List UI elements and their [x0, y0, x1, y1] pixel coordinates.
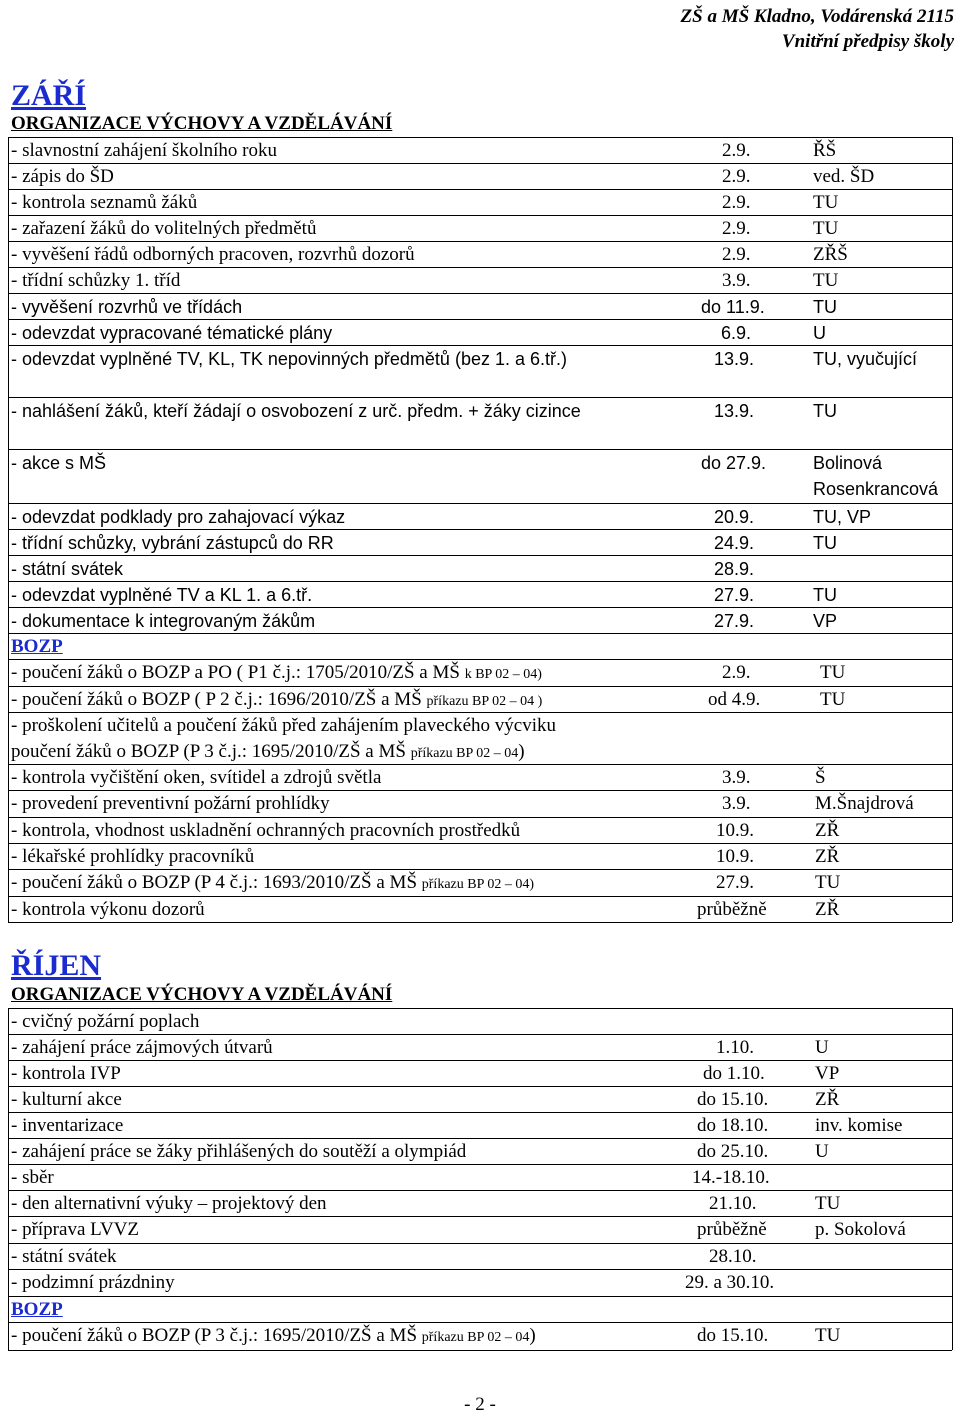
task-text: - poučení žáků o BOZP a PO ( P1 č.j.: 1705/2010/ZŠ a MŠ [11, 662, 465, 683]
responsible-cell: ZŘ [815, 899, 840, 920]
date-cell: do 11.9. [701, 297, 765, 317]
task-text: - cvičný požární poplach [11, 1011, 200, 1032]
page-number: - 2 - [464, 1394, 496, 1415]
date-cell: 29. a 30.10. [685, 1272, 775, 1293]
responsible-cell: M.Šnajdrová [815, 793, 914, 814]
month-heading-september: ZÁŘÍ [11, 79, 87, 112]
date-cell: do 1.10. [703, 1063, 765, 1084]
task-text: - odevzdat vyplněné TV a KL 1. a 6.tř. [11, 585, 313, 605]
task-note: příkazu BP 02 – 04 [421, 1330, 530, 1345]
bozp-heading: BOZP [11, 1299, 63, 1320]
section-title: ORGANIZACE VÝCHOVY A VZDĚLÁVÁNÍ [11, 113, 393, 134]
task-text: - poučení žáků o BOZP ( P 2 č.j.: 1696/2010/ZŠ a MŠ [11, 689, 427, 710]
task-text: - kulturní akce [11, 1089, 122, 1110]
date-cell: 3.9. [722, 767, 751, 788]
task-text: - zahájení práce zájmových útvarů [11, 1037, 273, 1058]
date-cell: do 15.10. [697, 1325, 769, 1346]
date-cell: do 25.10. [697, 1141, 769, 1162]
responsible-cell: p. Sokolová [815, 1219, 906, 1240]
responsible-cell: ZŘ [815, 1089, 840, 1110]
date-cell: 27.9. [714, 585, 755, 605]
responsible-cell: TU [820, 689, 846, 710]
task-note: příkazu BP 02 – 04 [410, 746, 519, 761]
task-text: - třídní schůzky 1. tříd [11, 270, 181, 291]
task-text: - odevzdat vyplněné TV, KL, TK nepovinných předmětů (bez 1. a 6.tř.) [11, 349, 567, 369]
task-text: - kontrola, vhodnost uskladnění ochranných pracovních prostředků [11, 820, 521, 841]
date-cell: 2.9. [722, 192, 751, 213]
task-text: - odevzdat vypracované tématické plány [11, 323, 333, 343]
date-cell: 20.9. [714, 507, 755, 527]
responsible-cell: VP [815, 1063, 840, 1084]
responsible-cell: TU [813, 585, 837, 605]
responsible-cell: TU [815, 872, 841, 893]
responsible-cell: TU [813, 297, 837, 317]
task-text: - státní svátek [11, 559, 124, 579]
document-subtitle: Vnitřní předpisy školy [781, 31, 954, 52]
task-text: - poučení žáků o BOZP (P 3 č.j.: 1695/2010/ZŠ a MŠ [11, 1325, 422, 1346]
month-heading-october: ŘÍJEN [11, 949, 102, 982]
task-note: příkazu BP 02 – 04 ) [426, 694, 543, 709]
task-text: - kontrola IVP [11, 1063, 121, 1084]
responsible-cell: TU [813, 533, 837, 553]
task-text: - nahlášení žáků, kteří žádají o osvobození z urč. předm. + žáky cizince [11, 401, 581, 421]
date-cell: 27.9. [714, 611, 755, 631]
date-cell: 10.9. [716, 846, 754, 867]
date-cell: 21.10. [709, 1193, 757, 1214]
date-cell: 13.9. [714, 349, 755, 369]
date-cell: 2.9. [722, 218, 751, 239]
task-note: příkazu BP 02 – 04) [421, 877, 535, 892]
document-header [681, 4, 954, 54]
date-cell: 24.9. [714, 533, 755, 553]
date-cell: od 4.9. [708, 689, 761, 710]
date-cell: 14.-18.10. [692, 1167, 770, 1188]
bozp-heading: BOZP [11, 636, 63, 657]
task-text: - vyvěšení řádů odborných pracoven, rozvrhů dozorů [11, 244, 415, 265]
task-text: - dokumentace k integrovaným žákům [11, 611, 316, 631]
responsible-cell: U [813, 323, 826, 343]
task-text: - akce s MŠ [11, 453, 107, 473]
responsible-cell: U [815, 1037, 829, 1058]
responsible-cell: Bolinová [813, 453, 883, 473]
task-text: poučení žáků o BOZP (P 3 č.j.: 1695/2010/ZŠ a MŠ [11, 741, 411, 762]
date-cell: do 27.9. [701, 453, 767, 473]
date-cell: do 15.10. [697, 1089, 769, 1110]
task-text: - státní svátek [11, 1246, 117, 1267]
task-text: - příprava LVVZ [11, 1219, 140, 1240]
date-cell: 1.10. [716, 1037, 754, 1058]
task-text: - kontrola výkonu dozorů [11, 899, 205, 920]
responsible-cell: TU [820, 662, 846, 683]
task-text: - poučení žáků o BOZP (P 4 č.j.: 1693/2010/ZŠ a MŠ [11, 872, 422, 893]
responsible-cell: TU, VP [813, 507, 872, 527]
task-text: - inventarizace [11, 1115, 124, 1136]
section-title: ORGANIZACE VÝCHOVY A VZDĚLÁVÁNÍ [11, 984, 393, 1005]
task-text: - kontrola seznamů žáků [11, 192, 198, 213]
date-cell: 13.9. [714, 401, 755, 421]
task-text: - lékařské prohlídky pracovníků [11, 846, 255, 867]
date-cell: průběžně [697, 899, 767, 920]
task-text: - podzimní prázdniny [11, 1272, 175, 1293]
responsible-cell: TU [813, 218, 839, 239]
date-cell: 28.9. [714, 559, 755, 579]
task-text: - sběr [11, 1167, 54, 1188]
task-text: ) [518, 741, 525, 762]
date-cell: 2.9. [722, 140, 751, 161]
task-text: - proškolení učitelů a poučení žáků před zahájením plaveckého výcviku [11, 715, 556, 736]
responsible-cell: TU [813, 192, 839, 213]
task-text: - odevzdat podklady pro zahajovací výkaz [11, 507, 346, 527]
responsible-cell: inv. komise [815, 1115, 903, 1136]
date-cell: průběžně [697, 1219, 767, 1240]
responsible-cell: Rosenkrancová [813, 479, 939, 499]
responsible-cell: ZŘ [815, 846, 840, 867]
responsible-cell: ZŘŠ [813, 244, 848, 265]
date-cell: do 18.10. [697, 1115, 769, 1136]
date-cell: 2.9. [722, 662, 751, 683]
responsible-cell: TU, vyučující [813, 349, 918, 369]
date-cell: 2.9. [722, 244, 751, 265]
task-text: - třídní schůzky, vybrání zástupců do RR [11, 533, 334, 553]
task-text: - provedení preventivní požární prohlídky [11, 793, 330, 814]
task-text: - zařazení žáků do volitelných předmětů [11, 218, 317, 239]
school-name: ZŠ a MŠ Kladno, Vodárenská 2115 [680, 6, 954, 27]
date-cell: 3.9. [722, 270, 751, 291]
responsible-cell: TU [813, 270, 839, 291]
task-text: - zahájení práce se žáky přihlášených do soutěží a olympiád [11, 1141, 467, 1162]
date-cell: 28.10. [709, 1246, 757, 1267]
task-text: - den alternativní výuky – projektový den [11, 1193, 327, 1214]
responsible-cell: TU [815, 1325, 841, 1346]
date-cell: 2.9. [722, 166, 751, 187]
date-cell: 3.9. [722, 793, 751, 814]
date-cell: 27.9. [716, 872, 754, 893]
responsible-cell: ŘŠ [813, 140, 837, 161]
task-text: ) [529, 1325, 536, 1346]
responsible-cell: TU [813, 401, 837, 421]
task-text: - slavnostní zahájení školního roku [11, 140, 277, 161]
responsible-cell: U [815, 1141, 829, 1162]
task-note: k BP 02 – 04) [464, 667, 542, 682]
responsible-cell: ved. ŠD [813, 166, 875, 187]
responsible-cell: TU [815, 1193, 841, 1214]
task-text: - zápis do ŠD [11, 166, 114, 187]
responsible-cell: Š [815, 767, 826, 788]
task-text: - kontrola vyčištění oken, svítidel a zdrojů světla [11, 767, 382, 788]
date-cell: 6.9. [721, 323, 752, 343]
date-cell: 10.9. [716, 820, 754, 841]
task-text: - vyvěšení rozvrhů ve třídách [11, 297, 243, 317]
responsible-cell: VP [813, 611, 838, 631]
responsible-cell: ZŘ [815, 820, 840, 841]
